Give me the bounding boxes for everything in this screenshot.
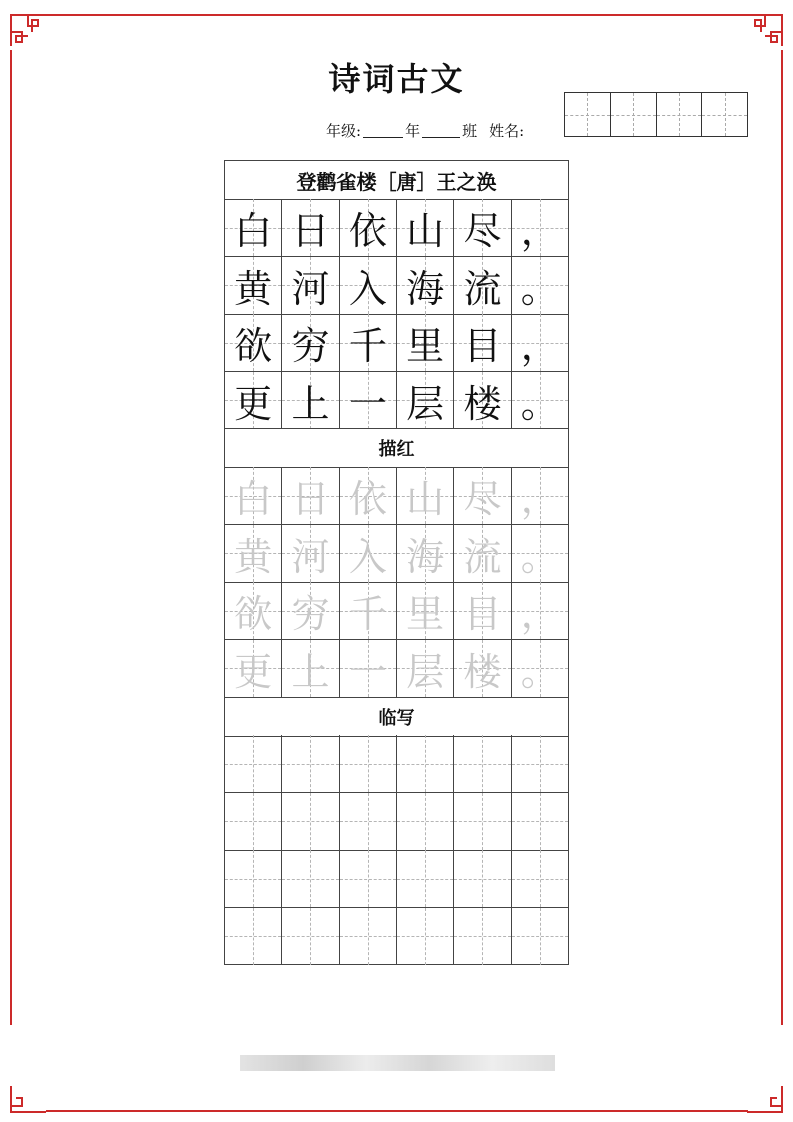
poem-character: 日	[291, 209, 330, 253]
copy-cell[interactable]	[225, 793, 282, 850]
trace-cell	[454, 640, 511, 697]
copy-cell[interactable]	[397, 908, 454, 965]
trace-cell	[225, 467, 282, 524]
poem-character: 更	[234, 381, 273, 426]
poem-cell	[282, 257, 339, 314]
trace-character: 依	[348, 477, 387, 521]
poem-cell	[225, 257, 282, 314]
trace-cell	[512, 467, 568, 524]
trace-cell	[340, 467, 397, 524]
trace-character: 河	[291, 534, 330, 579]
copy-cell[interactable]	[225, 850, 282, 907]
poem-character: 入	[348, 266, 387, 311]
poem-cell	[512, 199, 568, 256]
trace-character: 楼	[463, 649, 502, 694]
poem-character: ，	[520, 209, 559, 253]
trace-cell	[225, 525, 282, 582]
poem-cell	[282, 314, 339, 371]
writing-sheet	[224, 160, 569, 965]
trace-cell	[512, 582, 568, 639]
poem-cell	[340, 257, 397, 314]
copy-cell[interactable]	[454, 793, 511, 850]
poem-cell	[454, 372, 511, 429]
poem-character: 。	[520, 381, 559, 426]
trace-cell	[340, 582, 397, 639]
trace-character: 层	[406, 649, 445, 694]
poem-character: 楼	[463, 381, 502, 426]
poem-cell	[225, 372, 282, 429]
poem-character: 欲	[234, 324, 273, 368]
poem-character: 河	[291, 266, 330, 311]
grade-label: 年级:	[326, 122, 362, 140]
trace-cell	[282, 525, 339, 582]
poem-cell	[397, 199, 454, 256]
poem-cell	[454, 314, 511, 371]
trace-cell	[512, 640, 568, 697]
poem-character: 一	[348, 381, 387, 426]
corner-ornament-top-left	[8, 12, 48, 48]
trace-character: 。	[520, 649, 559, 694]
student-info-row	[326, 120, 524, 141]
poem-character: 目	[463, 324, 502, 368]
copy-cell[interactable]	[282, 908, 339, 965]
trace-cell	[340, 525, 397, 582]
poem-character: 依	[348, 209, 387, 253]
trace-character: 流	[463, 534, 502, 579]
poem-character: 穷	[291, 324, 330, 368]
trace-character: 日	[291, 477, 330, 521]
name-cell[interactable]	[611, 93, 657, 136]
poem-cell	[397, 372, 454, 429]
copy-row	[225, 735, 568, 793]
trace-cell	[397, 582, 454, 639]
copy-row	[225, 793, 568, 851]
grade-blank[interactable]	[363, 136, 403, 138]
trace-cell	[397, 467, 454, 524]
poem-cell	[340, 314, 397, 371]
poem-cell	[454, 257, 511, 314]
name-label: 姓名:	[489, 122, 525, 140]
frame-left-line	[10, 50, 12, 1025]
poem-character: 千	[348, 324, 387, 368]
frame-top-line	[46, 14, 748, 16]
copy-cell[interactable]	[225, 735, 282, 792]
copy-cell[interactable]	[340, 793, 397, 850]
poem-cell	[512, 372, 568, 429]
frame-right-line	[781, 50, 783, 1025]
trace-cell	[225, 640, 282, 697]
trace-cell	[454, 525, 511, 582]
copy-cell[interactable]	[512, 793, 568, 850]
trace-character: 千	[348, 592, 387, 636]
poem-row	[225, 199, 568, 257]
poem-cell	[397, 257, 454, 314]
blurred-footer-watermark	[240, 1055, 555, 1071]
poem-character: 海	[406, 266, 445, 311]
trace-row	[225, 582, 568, 640]
trace-cell	[454, 582, 511, 639]
trace-row	[225, 640, 568, 697]
poem-cell	[282, 372, 339, 429]
poem-character: 黄	[234, 266, 273, 311]
name-writing-grid[interactable]	[564, 92, 748, 137]
name-cell[interactable]	[565, 93, 611, 136]
trace-character: 一	[348, 649, 387, 694]
poem-cell	[340, 199, 397, 256]
corner-ornament-bottom-left	[8, 1086, 48, 1122]
poem-character: 层	[406, 381, 445, 426]
trace-character: 黄	[234, 534, 273, 579]
poem-character: 白	[234, 209, 273, 253]
year-label: 年	[405, 122, 421, 140]
copy-cell[interactable]	[225, 908, 282, 965]
trace-cell	[512, 525, 568, 582]
poem-character: 上	[291, 381, 330, 426]
trace-cell	[282, 640, 339, 697]
poem-character: 山	[406, 209, 445, 253]
trace-cell	[282, 467, 339, 524]
copy-cell[interactable]	[512, 735, 568, 792]
trace-character: ，	[520, 477, 559, 521]
trace-character: 海	[406, 534, 445, 579]
copy-cell[interactable]	[512, 850, 568, 907]
copy-cell[interactable]	[397, 793, 454, 850]
poem-row	[225, 257, 568, 315]
copy-cell[interactable]	[454, 908, 511, 965]
trace-character: 尽	[463, 477, 502, 521]
copy-section-label: 临写	[225, 697, 568, 737]
copy-cell[interactable]	[282, 850, 339, 907]
poem-cell	[225, 314, 282, 371]
copy-cell[interactable]	[282, 735, 339, 792]
trace-cell	[397, 525, 454, 582]
trace-character: 欲	[234, 592, 273, 636]
poem-character: 尽	[463, 209, 502, 253]
trace-cell	[340, 640, 397, 697]
poem-character: 。	[520, 266, 559, 311]
poem-cell	[340, 372, 397, 429]
poem-cell	[512, 314, 568, 371]
copy-cell[interactable]	[340, 735, 397, 792]
copy-cell[interactable]	[454, 735, 511, 792]
poem-cell	[397, 314, 454, 371]
poem-cell	[225, 199, 282, 256]
poem-cell	[454, 199, 511, 256]
copy-cell[interactable]	[512, 908, 568, 965]
trace-cell	[225, 582, 282, 639]
name-cell[interactable]	[657, 93, 703, 136]
copy-row	[225, 850, 568, 908]
copy-cell[interactable]	[340, 908, 397, 965]
copy-cell[interactable]	[282, 793, 339, 850]
poem-heading: 登鹳雀楼［唐］王之涣	[225, 161, 568, 200]
trace-character: 山	[406, 477, 445, 521]
poem-character: 里	[406, 324, 445, 368]
poem-cell	[282, 199, 339, 256]
trace-cell	[282, 582, 339, 639]
corner-ornament-top-right	[745, 12, 785, 48]
trace-character: 目	[463, 592, 502, 636]
trace-character: 穷	[291, 592, 330, 636]
trace-cell	[454, 467, 511, 524]
poem-row	[225, 372, 568, 429]
trace-cell	[397, 640, 454, 697]
trace-character: 。	[520, 534, 559, 579]
poem-cell	[512, 257, 568, 314]
name-cell[interactable]	[702, 93, 747, 136]
trace-row	[225, 467, 568, 525]
copy-row	[225, 908, 568, 965]
trace-character: 里	[406, 592, 445, 636]
copy-cell[interactable]	[340, 850, 397, 907]
trace-character: 上	[291, 649, 330, 694]
class-label: 班	[462, 122, 478, 140]
copy-cell[interactable]	[397, 735, 454, 792]
copy-cell[interactable]	[397, 850, 454, 907]
poem-character: 流	[463, 266, 502, 311]
page-title: 诗词古文	[328, 60, 465, 98]
trace-character: 更	[234, 649, 273, 694]
trace-character: 白	[234, 477, 273, 521]
class-blank[interactable]	[422, 136, 460, 138]
trace-section-label: 描红	[225, 428, 568, 468]
poem-row	[225, 314, 568, 372]
poem-character: ，	[520, 324, 559, 368]
corner-ornament-bottom-right	[745, 1086, 785, 1122]
frame-bottom-line	[46, 1110, 748, 1112]
trace-character: 入	[348, 534, 387, 579]
trace-row	[225, 525, 568, 583]
copy-cell[interactable]	[454, 850, 511, 907]
trace-character: ，	[520, 592, 559, 636]
